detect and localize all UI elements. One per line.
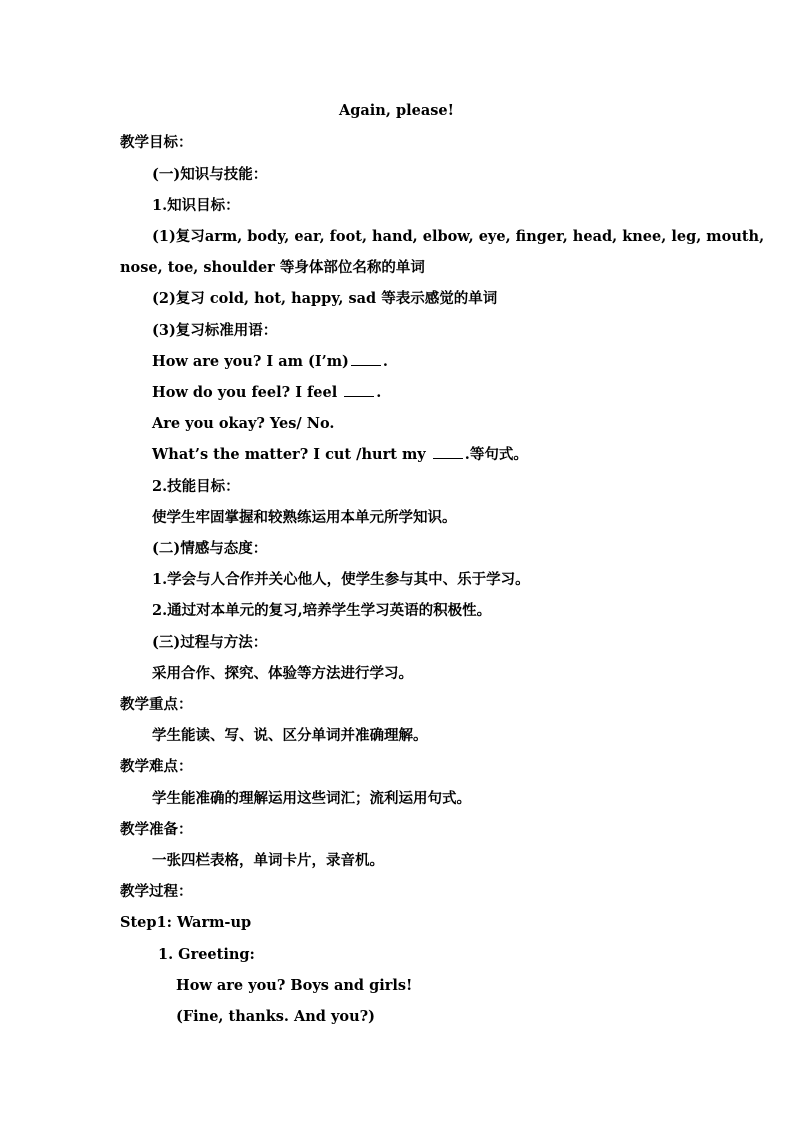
subheading-knowledge-goal: 1.知识目标：	[152, 197, 240, 214]
body-vocab-review-line2: nose, toe, shoulder 等身体部位名称的单词	[120, 259, 425, 276]
body-key-points: 学生能读、写、说、区分单词并准确理解。	[152, 727, 428, 744]
phrase-whats-the-matter	[152, 446, 528, 464]
phrase-text: How are you? I am (I’m)	[152, 353, 349, 370]
greeting-answer: (Fine, thanks. And you?)	[176, 1008, 375, 1025]
heading-difficult-points: 教学难点：	[120, 758, 193, 775]
greeting-question: How are you? Boys and girls!	[176, 977, 413, 994]
body-skill-goal: 使学生牢固掌握和较熟练运用本单元所学知识。	[152, 509, 457, 526]
subheading-emotion-attitude: (二)情感与态度：	[152, 540, 268, 557]
subheading-skill-goal: 2.技能目标：	[152, 478, 240, 495]
subheading-knowledge-skills: (一)知识与技能：	[152, 166, 268, 183]
body-phrases-heading: (3)复习标准用语：	[152, 322, 278, 339]
heading-teaching-process: 教学过程：	[120, 883, 193, 900]
phrase-how-are-you	[152, 353, 388, 371]
phrase-are-you-okay: Are you okay? Yes/ No.	[152, 415, 335, 432]
document-title: Again, please!	[339, 102, 454, 119]
blank-line	[433, 446, 463, 459]
phrase-end: .	[382, 353, 388, 370]
body-emotion-2: 2.通过对本单元的复习,培养学生学习英语的积极性。	[152, 602, 492, 619]
body-emotion-1: 1.学会与人合作并关心他人，使学生参与其中、乐于学习。	[152, 571, 530, 588]
step1-greeting: 1. Greeting:	[158, 946, 255, 963]
blank-line	[351, 353, 381, 366]
phrase-end: .等句式。	[464, 446, 528, 463]
step1-warm-up: Step1: Warm-up	[120, 914, 252, 931]
phrase-how-do-you-feel	[152, 384, 381, 402]
heading-preparation: 教学准备：	[120, 821, 193, 838]
subheading-process-method: (三)过程与方法：	[152, 634, 268, 651]
phrase-text: How do you feel? I feel	[152, 384, 338, 401]
body-difficult-points: 学生能准确的理解运用这些词汇；流利运用句式。	[152, 790, 471, 807]
phrase-text: What’s the matter? I cut /hurt my	[152, 446, 426, 463]
phrase-end: .	[376, 384, 382, 401]
blank-line	[344, 384, 374, 397]
heading-teaching-objectives: 教学目标：	[120, 134, 193, 151]
vocab-review-prefix: (1)复习	[152, 228, 205, 245]
body-feelings-review: (2)复习 cold, hot, happy, sad 等表示感觉的单词	[152, 290, 498, 307]
body-preparation: 一张四栏表格，单词卡片，录音机。	[152, 852, 384, 869]
heading-key-points: 教学重点：	[120, 696, 193, 713]
body-vocab-review-line1	[152, 228, 765, 246]
body-process-method: 采用合作、探究、体验等方法进行学习。	[152, 665, 413, 682]
vocab-review-words: arm, body, ear, foot, hand, elbow, eye, finger, head, knee, leg, mouth,	[204, 228, 765, 245]
